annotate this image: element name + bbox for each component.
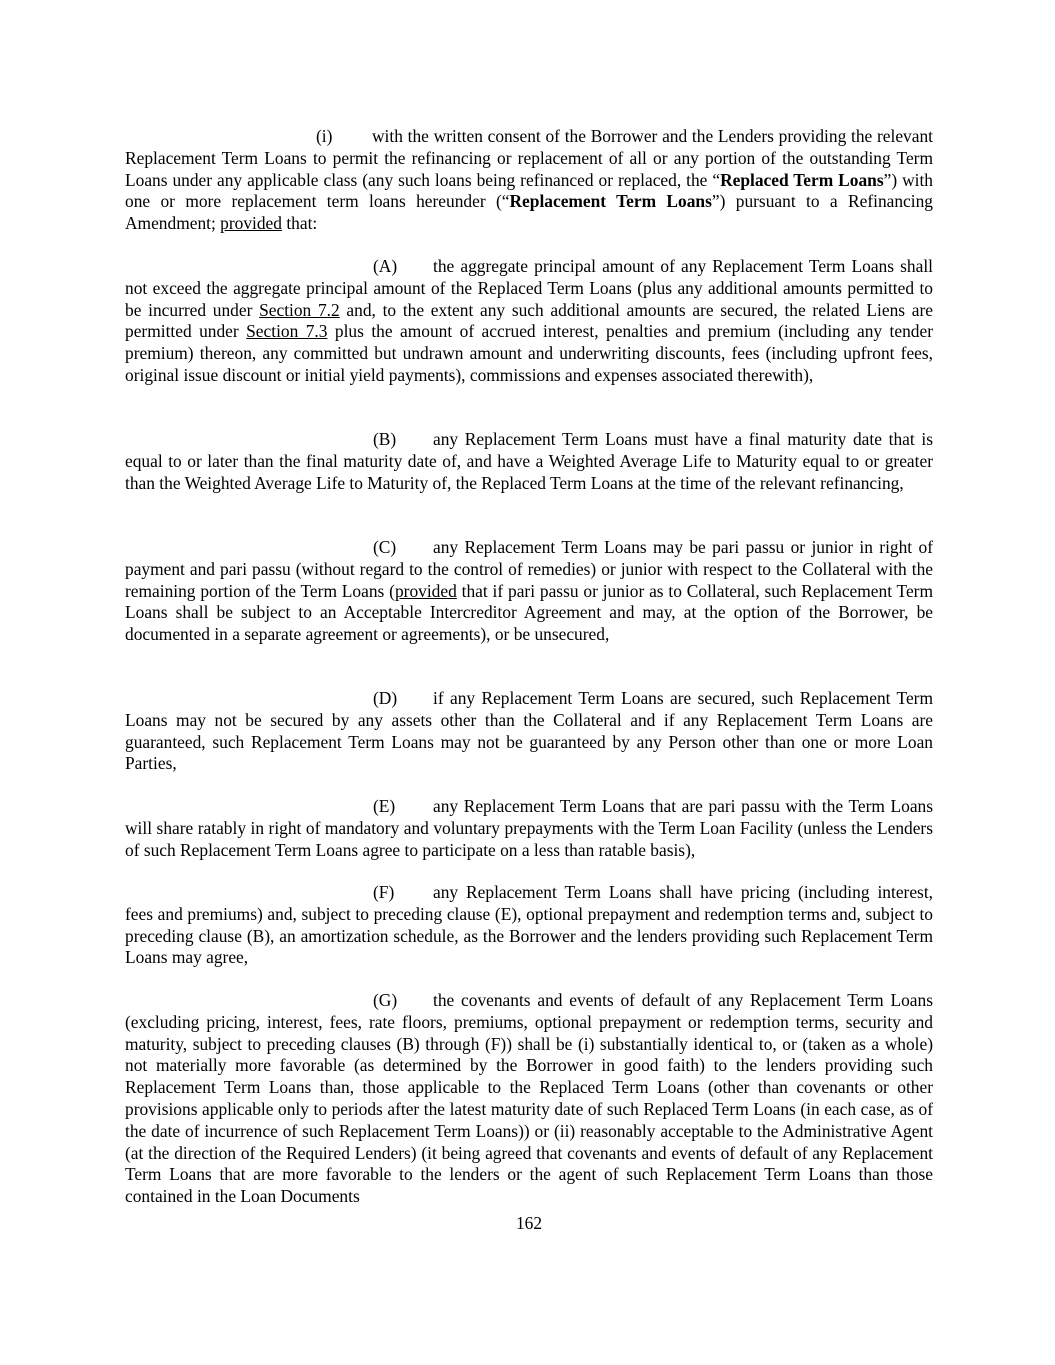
- clause-text: any Replacement Term Loans must have a final maturity date that is equal to or later than the final maturity date of, and have a Weighted Average Life to Maturity equal to or greater than the Weighted Average Life to Maturity of, the Replaced Term Loans at the time of the relevant refinancing,: [125, 429, 933, 493]
- clause-number: (A): [373, 256, 398, 276]
- clause-text: any Replacement Term Loans that are pari passu with the Term Loans will share ratably in right of mandatory and voluntary prepayments with the Term Loan Facility (unless the Lenders of such Replacement Term Loans agree to participate on a less than ratable basis),: [125, 796, 933, 860]
- section-reference: Section 7.3: [246, 321, 328, 342]
- clause-number: (E): [373, 796, 396, 816]
- clause-B: [125, 429, 933, 494]
- clause-number: (F): [373, 882, 395, 902]
- clause-text: and, to the extent any such additional amounts are secured, the related Liens are permitted under: [125, 299, 933, 342]
- underlined-term: provided: [220, 213, 282, 234]
- clause-text: if any Replacement Term Loans are secured, such Replacement Term Loans may not be secured by any assets other than the Collateral and if any Replacement Term Loans are guaranteed, such Replacement Term Loans may not be guaranteed by any Person other than one or more Loan Parties,: [125, 688, 933, 774]
- clause-G: [125, 990, 933, 1208]
- clause-text: any Replacement Term Loans may be pari passu or junior in right of payment and pari passu (without regard to the control of remedies) or junior with respect to the Collateral with the remaining portion of the Term Loans (: [125, 537, 933, 601]
- clause-text: the aggregate principal amount of any Replacement Term Loans shall not exceed the aggregate principal amount of the Replaced Term Loans (plus any additional amounts permitted to be incurred under: [125, 256, 933, 320]
- clause-text: ”) with one or more replacement term loans hereunder (“: [125, 169, 934, 212]
- clause-number: (i): [316, 126, 333, 146]
- page-number: 162: [515, 1213, 543, 1233]
- clause-number: (D): [373, 688, 398, 708]
- clause-A: [125, 256, 933, 387]
- clause-F: [125, 882, 933, 969]
- clause-text: ”) pursuant to a Refinancing Amendment;: [125, 191, 933, 234]
- clause-D: [125, 688, 933, 775]
- underlined-term: provided: [394, 580, 457, 601]
- clause-C: [125, 537, 933, 646]
- clause-number: (B): [373, 429, 397, 449]
- clause-text: that if pari passu or junior as to Collateral, such Replacement Term Loans shall be subject to an Acceptable Intercreditor Agreement and may, at the option of the Borrower, be documented in a separate agreement or agreements), or be unsecured,: [125, 580, 934, 645]
- defined-term: Replacement Term Loans: [509, 191, 712, 212]
- defined-term: Replaced Term Loans: [720, 169, 884, 190]
- clause-text: with the written consent of the Borrower and the Lenders providing the relevant Replacement Term Loans to permit the refinancing or replacement of all or any portion of the outstanding Term Loans under any applicable class (any such loans being refinanced or replaced, the “: [125, 126, 933, 190]
- clause-text: that:: [281, 213, 318, 234]
- clause-number: (C): [373, 537, 397, 557]
- clause-E: [125, 796, 933, 861]
- clause-text: the covenants and events of default of any Replacement Term Loans (excluding pricing, interest, fees, rate floors, premiums, optional prepayment or redemption terms, security and maturity, subject to preceding clauses (B) through (F)) shall be (i) substantially identical to, or (taken as a whole) not materially more favorable (as determined by the Borrower in good faith) to the lenders providing such Replacement Term Loans than, those applicable to the Replaced Term Loans (other than covenants or other provisions applicable only to periods after the latest maturity date of such Replaced Term Loans (in each case, as of the date of incurrence of such Replacement Term Loans)) or (ii) reasonably acceptable to the Administrative Agent (at the direction of the Required Lenders) (it being agreed that covenants and events of default of any Replacement Term Loans that are more favorable to the lenders or the agent of such Replacement Term Loans than those contained in the Loan Documents: [125, 990, 933, 1207]
- clause-text: any Replacement Term Loans shall have pricing (including interest, fees and premiums) and, subject to preceding clause (E), optional prepayment and redemption terms and, subject to preceding clause (B), an amortization schedule, as the Borrower and the lenders providing such Replacement Term Loans may agree,: [125, 882, 933, 968]
- clause-i: [125, 126, 933, 235]
- section-reference: Section 7.2: [259, 299, 340, 320]
- clause-text: plus the amount of accrued interest, penalties and premium (including any tender premium) thereon, any committed but undrawn amount and underwriting discounts, fees (including upfront fees, original issue discount or initial yield payments), commissions and expenses associated therewith),: [125, 321, 933, 385]
- clause-number: (G): [373, 990, 398, 1010]
